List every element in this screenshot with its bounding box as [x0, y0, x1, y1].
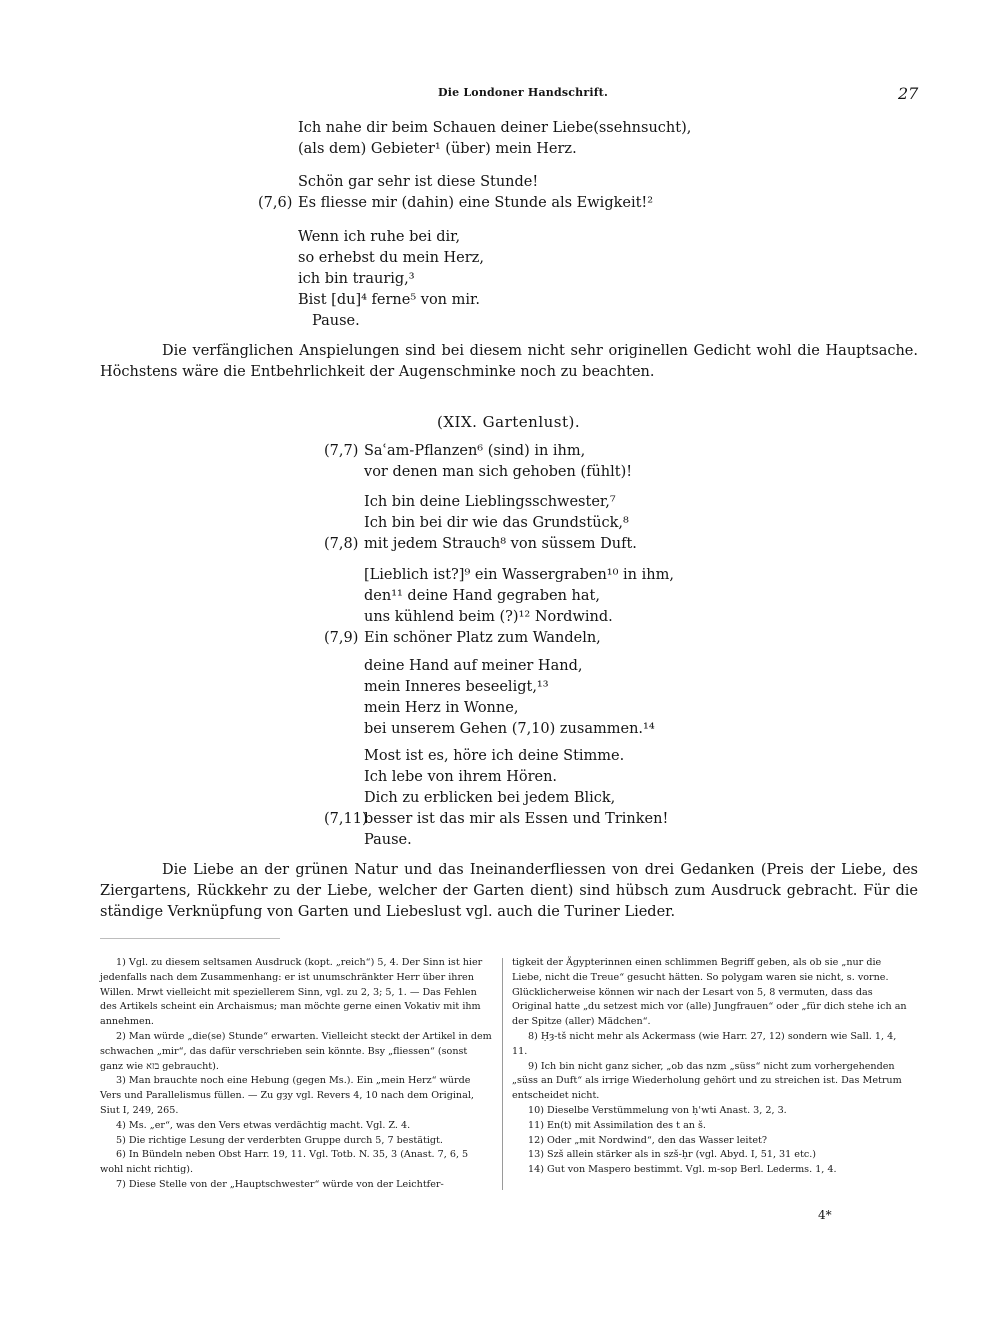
footnote: 2) Man würde „die(se) Stunde“ erwarten. Vielleicht steckt der Artikel in dem schwachen „mir“, das dafür verschrieben sein könnte. Bsy „fliessen“ (sonst ganz wie בזא gebraucht).: [100, 1030, 492, 1072]
verse-line: uns kühlend beim (?)¹² Nordwind.: [364, 609, 613, 625]
verse-stanza: [364, 656, 655, 740]
verse-line: vor denen man sich gehoben (fühlt)!: [364, 464, 633, 480]
verse-line: bei unserem Gehen (7,10) zusammen.¹⁴: [364, 721, 655, 737]
footnotes-right-column: [512, 956, 912, 1178]
verse-line: (7,7) Saʿam-Pflanzen⁶ (sind) in ihm,: [364, 441, 632, 462]
footnote: 5) Die richtige Lesung der verderbten Gruppe durch 5, 7 bestätigt.: [116, 1134, 443, 1146]
column-divider: [502, 958, 503, 1190]
footnote: 6) In Bündeln neben Obst Harr. 19, 11. Vgl. Totb. N. 35, 3 (Anast. 7, 6, 5 wohl nicht richtig).: [100, 1149, 469, 1176]
verse-line: (7,9) Ein schöner Platz zum Wandeln,: [364, 628, 674, 649]
verse-line: Most ist es, höre ich deine Stimme.: [364, 748, 625, 764]
footnote: 1) Vgl. zu diesem seltsamen Ausdruck (kopt. „reich“) 5, 4. Der Sinn ist hier jedenfalls nach dem Zusammenhang: er ist unumschränkter Herr über ihren Willen. Mrwt vielleicht mit speziellerem Sinn, vgl. zu 2, 3; 5, 1. — Das Fehlen des Artikels scheint ein Archaismus; man möchte gerne einen Vokativ mit ihm annehmen.: [100, 957, 483, 1028]
verse-line: den¹¹ deine Hand gegraben hat,: [364, 588, 600, 604]
footnote: 14) Gut von Maspero bestimmt. Vgl. m-sop Berl. Lederms. 1, 4.: [528, 1164, 837, 1176]
signature-mark: 4*: [818, 1208, 832, 1222]
verse-stanza: [324, 492, 637, 555]
verse-stanza: [298, 227, 484, 332]
line-reference: (7,7): [324, 443, 359, 459]
verse-line: Pause.: [364, 832, 412, 848]
verse-line: Pause.: [312, 313, 360, 329]
commentary-paragraph: Die verfänglichen Anspielungen sind bei diesem nicht sehr originellen Gedicht wohl die Hauptsache. Höchstens wäre die Entbehrlichkeit der Augenschminke noch zu beachten.: [100, 343, 918, 380]
verse-line: (7,6) Es fliesse mir (dahin) eine Stunde als Ewigkeit!²: [298, 193, 653, 214]
verse-stanza: [324, 441, 633, 483]
footnotes-left-column: [100, 956, 492, 1193]
footnote: 13) Szš allein stärker als in szš-ḥr (vgl. Abyd. I, 51, 31 etc.): [528, 1149, 817, 1161]
verse-line: mein Inneres beseeligt,¹³: [364, 679, 549, 695]
page-number: 27: [898, 84, 919, 103]
verse-line: mein Herz in Wonne,: [364, 700, 519, 716]
footnote: 11) En(t) mit Assimilation des t an š.: [528, 1119, 706, 1131]
verse-line: Dich zu erblicken bei jedem Blick,: [364, 790, 616, 806]
verse-line: [Lieblich ist?]⁹ ein Wassergraben¹⁰ in ihm,: [364, 567, 674, 583]
verse-line: (7,11) besser ist das mir als Essen und Trinken!: [364, 809, 668, 830]
footnote: 4) Ms. „er“, was den Vers etwas verdächtig macht. Vgl. Z. 4.: [116, 1119, 411, 1131]
verse-line: Wenn ich ruhe bei dir,: [298, 229, 461, 245]
verse-line: Ich bin deine Lieblingsschwester,⁷: [364, 494, 616, 510]
footnote: 12) Oder „mit Nordwind“, den das Wasser leitet?: [528, 1134, 767, 1146]
verse-line: (als dem) Gebieter¹ (über) mein Herz.: [298, 141, 577, 157]
verse-line: Schön gar sehr ist diese Stunde!: [298, 174, 539, 190]
line-reference: (7,6): [258, 195, 293, 211]
line-reference: (7,11): [324, 811, 368, 827]
verse-line: Bist [du]⁴ ferne⁵ von mir.: [298, 292, 480, 308]
footnote-separator: [100, 938, 280, 939]
verse-line: Ich bin bei dir wie das Grundstück,⁸: [364, 515, 629, 531]
line-reference: (7,9): [324, 630, 359, 646]
verse-stanza: [298, 118, 691, 160]
verse-stanza: [324, 565, 674, 649]
verse-line: deine Hand auf meiner Hand,: [364, 658, 583, 674]
verse-stanza: [324, 746, 669, 851]
footnote: 7) Diese Stelle von der „Hauptschwester“ würde von der Leichtfer-: [116, 1178, 444, 1190]
verse-line: ich bin traurig,³: [298, 271, 415, 287]
footnote: 3) Man brauchte noch eine Hebung (gegen Ms.). Ein „mein Herz“ würde Vers und Parallelismus füllen. — Zu gȝy vgl. Revers 4, 10 nach dem Original, Siut I, 249, 265.: [100, 1075, 474, 1116]
footnote: 9) Ich bin nicht ganz sicher, „ob das nzm „süss“ nicht zum vorhergehenden „süss an Duft“ als irrige Wiederholung gehört und zu streichen ist. Das Metrum entscheidet nicht.: [512, 1060, 902, 1102]
commentary-paragraph: Die Liebe an der grünen Natur und das Ineinanderfliessen von drei Gedanken (Preis der Liebe, des Ziergartens, Rückkehr zu der Liebe, welcher der Garten dient) sind hübsch zum Ausdruck gebracht. Für die ständige Verknüpfung von Garten und Liebeslust vgl. auch die Turiner Lieder.: [100, 862, 918, 920]
verse-line: Ich lebe von ihrem Hören.: [364, 769, 558, 785]
running-head: Die Londoner Handschrift.: [438, 86, 608, 99]
footnote-continuation: tigkeit der Ägypterinnen einen schlimmen Begriff geben, als ob sie „nur die Liebe, nicht die Treue“ gesucht hätten. So polygam waren sie nicht, s. vorne. Glücklicherweise können wir nach der Lesart von 5, 8 vermuten, dass das Original hatte „du setzest mich vor (alle) Jungfrauen“ oder „für dich stehe ich an der Spitze (aller) Mädchen“.: [512, 957, 907, 1028]
verse-line: so erhebst du mein Herz,: [298, 250, 484, 266]
footnote: 10) Dieselbe Verstümmelung von ḥʿwti Anast. 3, 2, 3.: [528, 1104, 787, 1116]
verse-line: Ich nahe dir beim Schauen deiner Liebe(ssehnsucht),: [298, 120, 692, 136]
verse-line: (7,8) mit jedem Strauch⁸ von süssem Duft.: [364, 534, 637, 555]
verse-stanza: [258, 172, 654, 214]
line-reference: (7,8): [324, 536, 359, 552]
footnote: 8) Ḥȝ-tš nicht mehr als Ackermass (wie Harr. 27, 12) sondern wie Sall. 1, 4, 11.: [512, 1030, 897, 1057]
section-heading: (XIX. Gartenlust).: [437, 413, 581, 431]
